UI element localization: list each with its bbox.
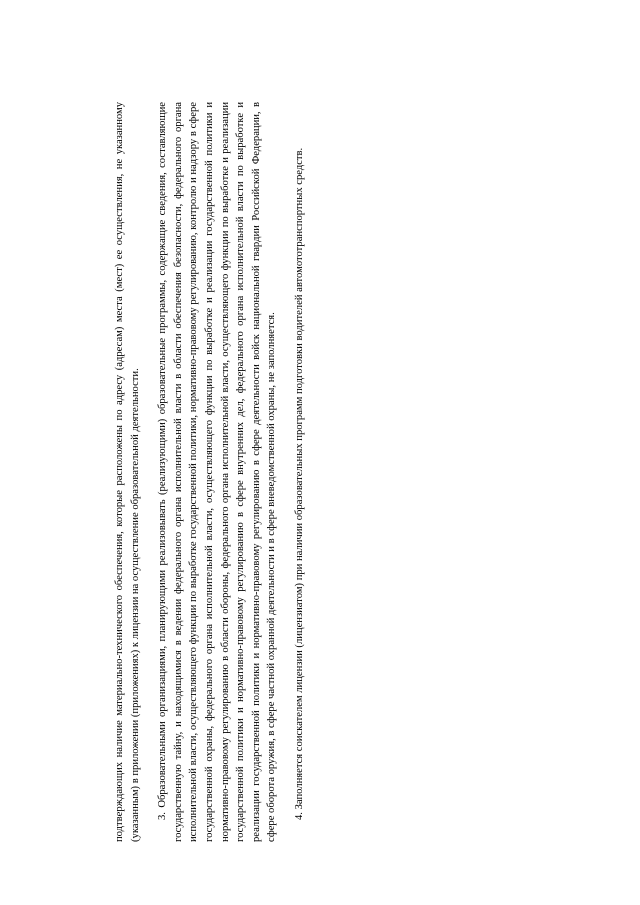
paragraph-spacer xyxy=(147,102,155,842)
paragraph-3: 3. Образовательными организациями, планирующими реализовывать (реализующими) образовательные программы, содержащие сведения, составляющие государственную тайну, и находящимися в ведении федерального органа исполнительной власти в области обеспечения безопасности, федерального органа исполнительной власти, осуществляющего функции по выработке государственной политики, нормативно-правовому регулированию, контролю и надзору в сфере государственной охраны, федерального органа исполнительной власти, осуществляющего функции по выработке и реализации государственной политики и нормативно-правовому регулированию в области обороны, федерального органа исполнительной власти, осуществляющего функции по выработке и реализации государственной политики и нормативно-правовому регулированию в сфере внутренних дел, федерального органа исполнительной власти по выработке и реализации государственной политики и нормативно-правовому регулированию в сфере деятельности войск национальной гвардии Российской Федерации, в сфере оборота оружия, в сфере частной охранной деятельности и в сфере вневедомственной охраны, не заполняется. xyxy=(157,102,278,842)
paragraph-4: 4. Заполняется соискателем лицензии (лицензиатом) при наличии образовательных программ подготовки водителей автомототранспортных средств. xyxy=(293,147,305,820)
paragraph-intro: подтверждающих наличие материально-технического обеспечения, которые расположены по адресу (адресам) места (мест) ее осуществления, не указанному (указанным) в приложении (приложениях) к лицензии на осуществление образовательной деятельности. xyxy=(114,102,141,842)
rotated-text-block xyxy=(112,102,312,842)
paragraph-spacer xyxy=(284,102,292,842)
